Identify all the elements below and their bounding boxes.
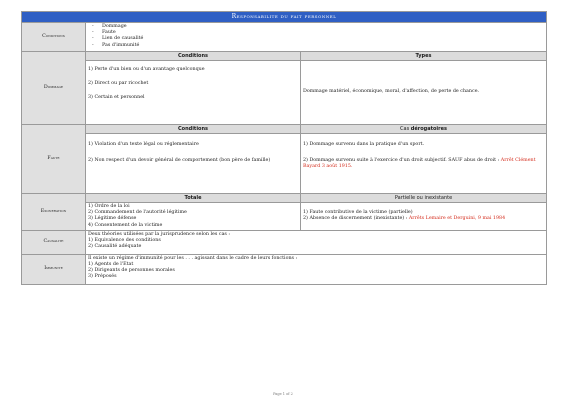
list-item: - Pas d'immunité: [102, 43, 544, 49]
list-item: 1) Ordre de la loi: [88, 204, 130, 209]
list-item: 1) Perte d'un bien ou d'un avantage quelconque: [88, 67, 205, 72]
dommage-types-header: Types: [301, 52, 547, 61]
list-item: 1) Violation d'un texte légal ou réglementaire: [88, 142, 199, 147]
list-item: 3) Légitime défense: [88, 216, 137, 222]
summary-table: [21, 11, 547, 285]
row-label-causalite: Causalite: [22, 230, 86, 254]
exoneration-totale-cell: [86, 203, 301, 231]
row-label-dommage: Dommage: [22, 52, 86, 125]
case-reference: Arrêt Clément Bayard 3 août 1915.: [303, 158, 536, 170]
table-title: Responsabilite du fait personnel: [22, 12, 547, 23]
list-item: 3) Certain et personnel: [88, 95, 145, 101]
list-item: - Dommage: [102, 24, 544, 30]
document-page: [21, 11, 546, 285]
header-bold: dérogatoires: [410, 126, 447, 132]
list-item: 2) Causalité adéquate: [88, 244, 142, 250]
list-item: - Faute: [102, 30, 544, 36]
list-item: 1) Faute contributive de la victime (partielle): [303, 210, 413, 216]
list-item: 1) Agents de l'Etat: [88, 262, 134, 268]
list-item: [303, 158, 544, 170]
dommage-conditions-cell: [86, 61, 301, 125]
conditions-list-cell: [86, 23, 547, 52]
exoneration-totale-header: Totale: [86, 194, 301, 203]
list-item: Deux théories utilisées par la jurisprudence selon les cas :: [88, 231, 231, 237]
page-footer: Page 1 of 2: [273, 392, 293, 396]
row-label-faute: Faute: [22, 125, 86, 194]
cas-text: 2) Dommage survenu suite à l'exercice d'un droit subjectif. SAUF abus de droit :: [303, 158, 501, 164]
immunite-cell: [86, 254, 547, 284]
conditions-list: [88, 24, 544, 49]
list-item: 2) Commandement de l'autorité légitime: [88, 210, 187, 216]
faute-conditions-header: Conditions: [86, 125, 301, 134]
list-item: 2) Non respect d'un devoir général de comportement (bon père de famille): [88, 158, 271, 164]
dommage-conditions-header: Conditions: [86, 52, 301, 61]
row-label-conditions: Conditions: [22, 23, 86, 52]
faute-cas-header: [301, 125, 547, 134]
causalite-cell: [86, 230, 547, 254]
dommage-types-cell: Dommage matériel, économique, moral, d'affection, de perte de chance.: [301, 61, 547, 125]
case-reference: Arrêts Lemaire et Derguini, 9 mai 1984: [408, 216, 506, 222]
list-item: [303, 216, 544, 222]
list-item: Il existe un régime d'immunité pour les . . . agissant dans le cadre de leurs fonctions :: [88, 255, 298, 261]
row-label-exoneration: Exoneration: [22, 194, 86, 231]
list-item: - Lien de causalité: [102, 36, 544, 42]
row-label-immunite: Immunite: [22, 254, 86, 284]
exoneration-partielle-cell: [301, 203, 547, 231]
list-item: 4) Consentement de la victime: [88, 222, 163, 228]
list-item: 3) Préposés: [88, 274, 117, 280]
faute-conditions-cell: [86, 134, 301, 194]
exoneration-partielle-header: Partielle ou inexistante: [301, 194, 547, 203]
faute-cas-cell: [301, 134, 547, 194]
list-item: 1) Dommage survenu dans la pratique d'un sport.: [303, 142, 425, 147]
partielle-text: 2) Absence de discernement (inexistante) :: [303, 216, 409, 222]
row-conditions: [22, 23, 547, 52]
list-item: 1) Equivalence des conditions: [88, 238, 161, 244]
list-item: 2) Dirigeants de personnes morales: [88, 268, 175, 274]
list-item: 2) Direct ou par ricochet: [88, 81, 149, 87]
header-prefix: Cas: [400, 126, 411, 132]
